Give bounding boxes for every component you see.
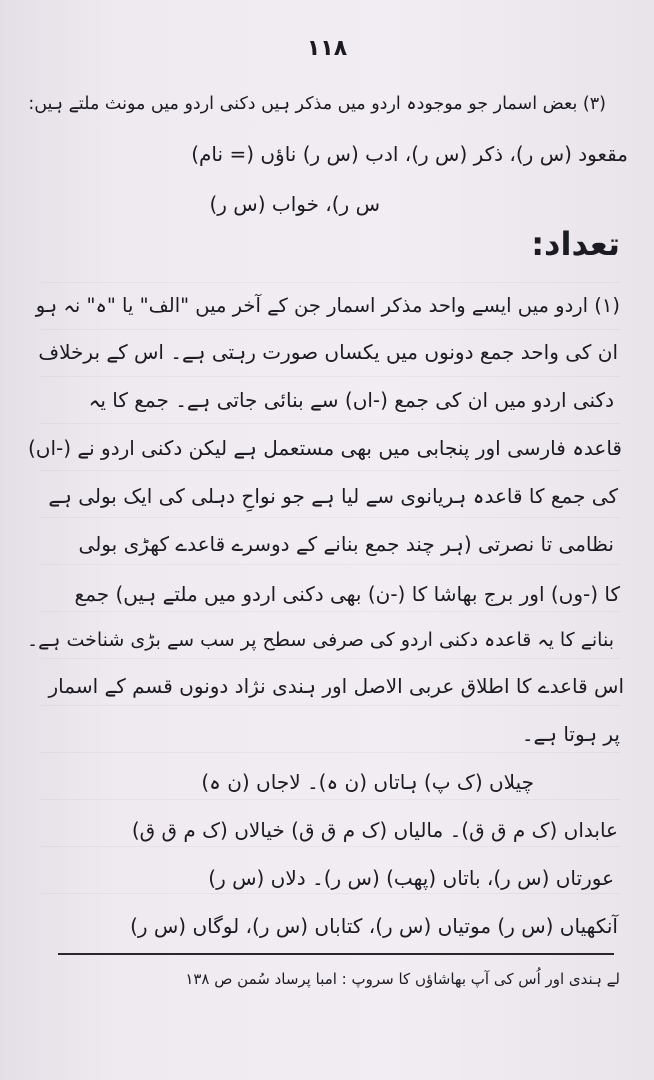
text-line: اس قاعدے کا اطلاق عربی الاصل اور ہندی نژاد دونوں قسم کے اسمار	[48, 674, 624, 698]
text-line: قاعدہ فارسی اور پنجابی میں بھی مستعمل ہے لیکن دکنی اردو نے (-اں)	[27, 436, 622, 460]
text-line: آنکھیاں (س ر) موتیاں (س ر)، کتاباں (س ر)، لوگاں (س ر)	[130, 914, 618, 938]
text-line: س ر)، خواب (س ر)	[209, 192, 380, 216]
footnote-divider	[58, 953, 614, 955]
text-line: عورتاں (س ر)، باتاں (پھب) (س ر)۔ دلاں (س ر)	[208, 866, 614, 890]
text-line: پر ہوتا ہے۔	[521, 722, 620, 746]
text-line: (۱) اردو میں ایسے واحد مذکر اسمار جن کے آخر میں "الف" یا "ہ" نہ ہو	[35, 294, 620, 317]
footnote: لے ہندی اور اُس کی آپ بھاشاؤں کا سروپ : امبا پرساد سُمن ص ۱۳۸	[185, 970, 620, 988]
text-line: (۳) بعض اسمار جو موجودہ اردو میں مذکر ہیں دکنی اردو میں مونث ملتے ہیں:	[28, 94, 606, 114]
text-line: چیلاں (ک پ) ہاتاں (ن ہ)۔ لاجاں (ن ہ)	[201, 770, 534, 794]
section-heading: تعداد:	[531, 225, 620, 263]
text-line: کی جمع کا قاعدہ ہریانوی سے لیا ہے جو نواحِ دہلی کی ایک بولی ہے	[48, 484, 618, 508]
text-line: بنانے کا یہ قاعدہ دکنی اردو کی صرفی سطح پر سب سے بڑی شناخت ہے۔	[27, 629, 614, 651]
text-line: کا (-وں) اور برج بھاشا کا (-ن) بھی دکنی اردو میں ملتے ہیں) جمع	[74, 582, 620, 606]
text-line: مقعود (س ر)، ذکر (س ر)، ادب (س ر) ناؤں (= نام)	[191, 142, 628, 166]
text-line: نظامی تا نصرتی (ہر چند جمع بنانے کے دوسرے قاعدے کھڑی بولی	[78, 532, 614, 556]
page-number: ۱۱۸	[306, 36, 348, 61]
text-line: ان کی واحد جمع دونوں میں یکساں صورت رہتی ہے۔ اس کے برخلاف	[38, 340, 618, 364]
text-line: دکنی اردو میں ان کی جمع (-اں) سے بنائی جاتی ہے۔ جمع کا یہ	[88, 388, 614, 412]
text-line: عابداں (ک م ق ق)۔ مالیاں (ک م ق ق) خیالاں (ک م ق ق)	[131, 818, 618, 842]
